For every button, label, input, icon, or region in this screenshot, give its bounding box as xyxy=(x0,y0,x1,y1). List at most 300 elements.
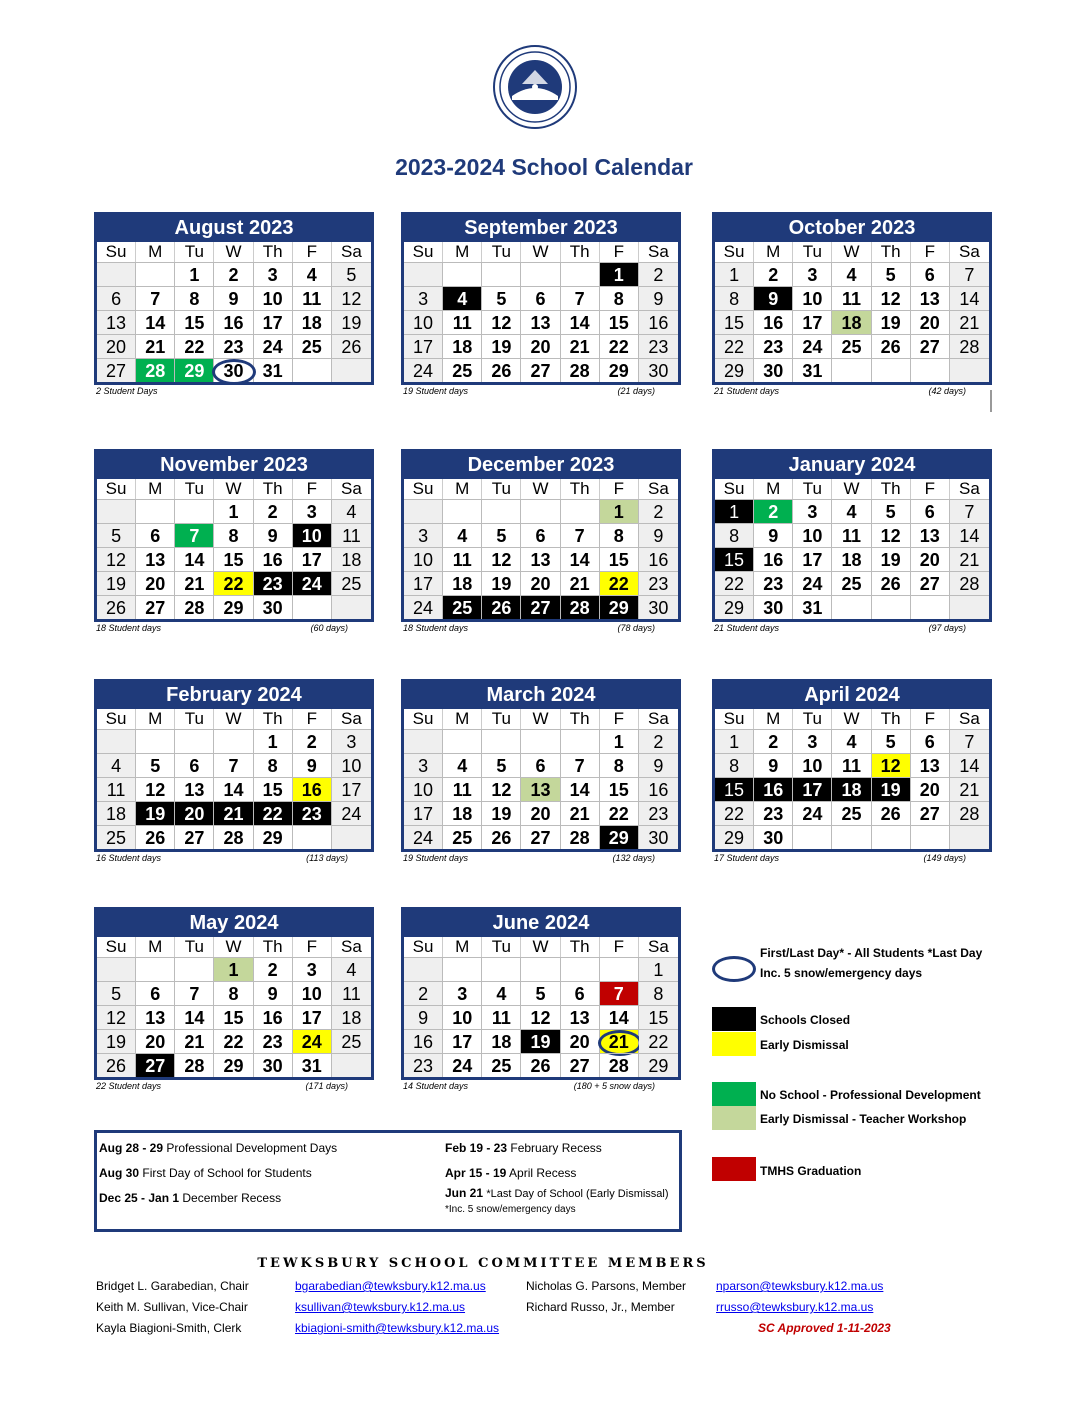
weekday-label: W xyxy=(832,242,871,262)
day-cell: 15 xyxy=(600,777,639,801)
legend-closed-swatch xyxy=(712,1007,756,1031)
day-cell: 4 xyxy=(97,753,136,777)
day-cell: 23 xyxy=(639,571,678,595)
day-cell: 23 xyxy=(214,334,253,358)
member-email-link[interactable]: nparson@tewksbury.k12.ma.us xyxy=(716,1279,884,1293)
day-cell: 12 xyxy=(521,1005,560,1029)
day-cell: 7 xyxy=(600,981,639,1005)
day-cell: 6 xyxy=(911,729,950,753)
day-cell: 29 xyxy=(715,825,754,849)
empty-day-cell xyxy=(832,595,871,619)
day-cell: 22 xyxy=(175,334,214,358)
weekday-label: F xyxy=(600,709,639,729)
empty-day-cell xyxy=(136,729,175,753)
day-cell: 7 xyxy=(214,753,253,777)
empty-day-cell xyxy=(482,957,521,981)
weekday-label: Tu xyxy=(175,709,214,729)
empty-day-cell xyxy=(293,595,332,619)
day-cell: 19 xyxy=(482,334,521,358)
weekday-label: M xyxy=(443,709,482,729)
day-cell: 18 xyxy=(443,571,482,595)
weekday-label: Th xyxy=(561,937,600,957)
empty-day-cell xyxy=(97,499,136,523)
day-cell: 14 xyxy=(561,777,600,801)
month-calendar xyxy=(401,449,681,636)
weekday-label: W xyxy=(214,709,253,729)
empty-day-cell xyxy=(332,825,371,849)
day-cell: 1 xyxy=(715,262,754,286)
member-email-link[interactable]: rrusso@tewksbury.k12.ma.us xyxy=(716,1300,874,1314)
town-seal xyxy=(492,44,578,130)
note-text: First Day of School for Students xyxy=(142,1166,312,1180)
month-title: August 2023 xyxy=(97,215,371,242)
month-title: April 2024 xyxy=(715,682,989,709)
weekday-header xyxy=(97,937,371,957)
day-cell: 7 xyxy=(136,286,175,310)
day-cell: 17 xyxy=(793,777,832,801)
day-cell: 5 xyxy=(872,262,911,286)
day-cell: 23 xyxy=(754,571,793,595)
day-cell: 25 xyxy=(443,358,482,382)
weekday-label: Su xyxy=(715,709,754,729)
note-date: Feb 19 - 23 xyxy=(445,1141,508,1155)
day-cell: 5 xyxy=(482,286,521,310)
empty-day-cell xyxy=(950,358,989,382)
day-cell: 13 xyxy=(175,777,214,801)
day-cell: 16 xyxy=(754,777,793,801)
empty-day-cell xyxy=(404,729,443,753)
cumulative-days-count: (42 days) xyxy=(928,386,966,396)
day-cell: 24 xyxy=(293,1029,332,1053)
student-days-count: 21 Student days xyxy=(714,386,780,396)
weekday-label: Th xyxy=(872,709,911,729)
day-cell: 4 xyxy=(832,499,871,523)
day-cell: 21 xyxy=(950,310,989,334)
day-cell: 8 xyxy=(214,981,253,1005)
day-cell: 29 xyxy=(600,825,639,849)
day-cell: 20 xyxy=(175,801,214,825)
day-cell: 2 xyxy=(254,957,293,981)
day-cell: 28 xyxy=(136,358,175,382)
day-grid xyxy=(404,729,678,849)
member-email-link[interactable]: kbiagioni-smith@tewksbury.k12.ma.us xyxy=(295,1321,500,1335)
weekday-label: Su xyxy=(404,242,443,262)
legend-early-label: Early Dismissal xyxy=(760,1038,849,1052)
month-table xyxy=(94,212,374,385)
day-cell: 12 xyxy=(97,1005,136,1029)
month-footer xyxy=(401,852,681,866)
day-cell: 28 xyxy=(561,595,600,619)
note-text: *Last Day of School (Early Dismissal) xyxy=(486,1188,669,1200)
legend-no-school-label: No School - Professional Development xyxy=(760,1088,981,1102)
day-cell: 23 xyxy=(404,1053,443,1077)
empty-day-cell xyxy=(136,957,175,981)
weekday-label: Th xyxy=(254,479,293,499)
day-cell: 3 xyxy=(404,286,443,310)
note-text: December Recess xyxy=(182,1191,282,1205)
day-cell: 3 xyxy=(293,957,332,981)
day-cell: 26 xyxy=(872,334,911,358)
day-cell: 22 xyxy=(639,1029,678,1053)
day-cell: 20 xyxy=(521,334,560,358)
month-table xyxy=(712,679,992,852)
day-cell: 6 xyxy=(521,523,560,547)
day-cell: 12 xyxy=(482,310,521,334)
weekday-label: Sa xyxy=(959,709,980,728)
day-cell: 23 xyxy=(639,334,678,358)
day-cell: 25 xyxy=(832,571,871,595)
empty-day-cell xyxy=(911,595,950,619)
day-cell: 8 xyxy=(254,753,293,777)
cumulative-days-count: (113 days) xyxy=(306,853,348,863)
day-grid xyxy=(97,957,371,1077)
weekday-label: F xyxy=(293,937,332,957)
empty-day-cell xyxy=(872,825,911,849)
day-cell: 17 xyxy=(793,547,832,571)
day-cell: 25 xyxy=(832,801,871,825)
weekday-label: Th xyxy=(561,242,600,262)
weekday-label: M xyxy=(443,242,482,262)
legend-no-school-swatch xyxy=(712,1082,756,1106)
day-cell: 9 xyxy=(639,286,678,310)
day-cell: 11 xyxy=(832,753,871,777)
notes-box xyxy=(94,1130,682,1232)
weekday-label: M xyxy=(136,937,175,957)
weekday-label: Su xyxy=(97,709,136,729)
day-cell: 3 xyxy=(404,753,443,777)
weekday-label: F xyxy=(600,479,639,499)
weekday-label: Sa xyxy=(648,479,669,498)
day-grid xyxy=(97,729,371,849)
day-cell: 18 xyxy=(293,310,332,334)
month-calendar xyxy=(401,907,681,1094)
empty-day-cell xyxy=(521,957,560,981)
empty-day-cell xyxy=(404,499,443,523)
day-cell: 18 xyxy=(832,310,871,334)
student-days-count: 18 Student days xyxy=(403,623,469,633)
day-cell: 25 xyxy=(332,1029,371,1053)
day-cell: 4 xyxy=(293,262,332,286)
member-email-link[interactable]: bgarabedian@tewksbury.k12.ma.us xyxy=(295,1279,486,1293)
day-cell: 17 xyxy=(254,310,293,334)
student-days-count: 19 Student days xyxy=(403,386,469,396)
empty-day-cell xyxy=(872,595,911,619)
day-cell: 27 xyxy=(561,1053,600,1077)
weekday-label: Th xyxy=(254,937,293,957)
day-cell: 2 xyxy=(754,262,793,286)
day-cell: 3 xyxy=(293,499,332,523)
day-cell: 10 xyxy=(254,286,293,310)
day-cell: 26 xyxy=(482,595,521,619)
day-cell: 27 xyxy=(911,801,950,825)
weekday-label: W xyxy=(521,709,560,729)
day-cell: 2 xyxy=(293,729,332,753)
weekday-label: M xyxy=(136,242,175,262)
empty-day-cell xyxy=(443,729,482,753)
weekday-header xyxy=(715,242,989,262)
day-cell: 19 xyxy=(482,801,521,825)
day-cell: 4 xyxy=(443,753,482,777)
month-calendar xyxy=(94,449,374,636)
month-calendar xyxy=(401,679,681,866)
day-cell: 6 xyxy=(97,286,136,310)
cumulative-days-count: (132 days) xyxy=(612,853,655,863)
day-cell: 22 xyxy=(600,334,639,358)
empty-day-cell xyxy=(293,358,332,382)
member-name: Keith M. Sullivan, Vice-Chair xyxy=(96,1300,248,1314)
note-date: Apr 15 - 19 xyxy=(445,1166,507,1180)
day-cell: 21 xyxy=(136,334,175,358)
empty-day-cell xyxy=(97,262,136,286)
month-table xyxy=(401,679,681,852)
day-cell: 24 xyxy=(404,358,443,382)
day-cell: 8 xyxy=(175,286,214,310)
month-footer xyxy=(94,622,374,636)
day-cell: 20 xyxy=(136,571,175,595)
day-grid xyxy=(97,499,371,619)
day-cell: 30 xyxy=(754,358,793,382)
day-grid xyxy=(715,499,989,619)
legend-graduation-label: TMHS Graduation xyxy=(760,1164,862,1178)
month-table xyxy=(712,212,992,385)
day-cell: 8 xyxy=(600,286,639,310)
month-footer xyxy=(401,1080,681,1094)
month-title: June 2024 xyxy=(404,910,678,937)
day-cell: 27 xyxy=(136,1053,175,1077)
month-table xyxy=(401,907,681,1080)
day-cell: 9 xyxy=(639,523,678,547)
weekday-header xyxy=(404,242,678,262)
student-days-count: 21 Student days xyxy=(714,623,780,633)
day-cell: 10 xyxy=(793,286,832,310)
weekday-label: W xyxy=(832,709,871,729)
day-cell: 25 xyxy=(832,334,871,358)
cumulative-days-count: (21 days) xyxy=(617,386,655,396)
day-cell: 27 xyxy=(175,825,214,849)
member-email-link[interactable]: ksullivan@tewksbury.k12.ma.us xyxy=(295,1300,466,1314)
weekday-label: M xyxy=(136,709,175,729)
day-cell: 29 xyxy=(600,595,639,619)
day-cell: 16 xyxy=(754,310,793,334)
day-cell: 7 xyxy=(561,753,600,777)
month-calendar xyxy=(712,679,992,866)
day-cell: 29 xyxy=(214,595,253,619)
day-cell: 5 xyxy=(872,729,911,753)
day-cell: 21 xyxy=(561,334,600,358)
empty-day-cell xyxy=(832,358,871,382)
weekday-label: Tu xyxy=(482,479,521,499)
member-name: Richard Russo, Jr., Member xyxy=(526,1300,675,1314)
empty-day-cell xyxy=(293,825,332,849)
day-cell: 9 xyxy=(293,753,332,777)
day-cell: 13 xyxy=(911,523,950,547)
day-cell: 25 xyxy=(482,1053,521,1077)
day-cell: 13 xyxy=(911,286,950,310)
day-cell: 29 xyxy=(254,825,293,849)
day-cell: 15 xyxy=(214,547,253,571)
day-cell: 27 xyxy=(911,571,950,595)
day-cell: 19 xyxy=(521,1029,560,1053)
day-cell: 9 xyxy=(754,523,793,547)
student-days-count: 2 Student Days xyxy=(96,386,158,396)
day-cell: 25 xyxy=(293,334,332,358)
day-cell: 6 xyxy=(136,523,175,547)
day-cell: 10 xyxy=(293,981,332,1005)
day-cell: 12 xyxy=(872,753,911,777)
day-cell: 20 xyxy=(136,1029,175,1053)
weekday-label: Tu xyxy=(793,479,832,499)
day-cell: 23 xyxy=(754,801,793,825)
approval-note: SC Approved 1-11-2023 xyxy=(758,1321,891,1335)
day-cell: 2 xyxy=(639,729,678,753)
day-cell: 7 xyxy=(950,262,989,286)
day-cell: 19 xyxy=(136,801,175,825)
day-cell: 6 xyxy=(911,499,950,523)
day-cell: 6 xyxy=(175,753,214,777)
empty-day-cell xyxy=(600,957,639,981)
weekday-label: Tu xyxy=(482,937,521,957)
day-cell: 13 xyxy=(521,310,560,334)
cumulative-days-count: (78 days) xyxy=(617,623,655,633)
student-days-count: 19 Student days xyxy=(403,853,469,863)
weekday-label: Su xyxy=(715,242,754,262)
first-last-day-oval-icon xyxy=(712,956,756,982)
day-cell: 28 xyxy=(950,571,989,595)
day-cell: 22 xyxy=(600,571,639,595)
day-cell: 27 xyxy=(521,825,560,849)
month-footer xyxy=(401,622,681,636)
day-cell: 21 xyxy=(950,777,989,801)
weekday-label: Su xyxy=(97,937,136,957)
weekday-label: F xyxy=(911,709,950,729)
day-cell: 1 xyxy=(214,499,253,523)
day-cell: 20 xyxy=(521,571,560,595)
day-cell: 23 xyxy=(293,801,332,825)
weekday-label: F xyxy=(600,242,639,262)
note-date: Jun 21 xyxy=(445,1186,484,1200)
day-cell: 9 xyxy=(639,753,678,777)
day-cell: 29 xyxy=(175,358,214,382)
empty-day-cell xyxy=(214,729,253,753)
day-cell: 29 xyxy=(715,358,754,382)
month-footer xyxy=(712,622,992,636)
month-title: May 2024 xyxy=(97,910,371,937)
day-cell: 24 xyxy=(332,801,371,825)
empty-day-cell xyxy=(561,262,600,286)
day-cell: 3 xyxy=(254,262,293,286)
day-cell: 10 xyxy=(332,753,371,777)
empty-day-cell xyxy=(872,358,911,382)
day-grid xyxy=(97,262,371,382)
day-cell: 13 xyxy=(136,1005,175,1029)
day-cell: 8 xyxy=(214,523,253,547)
day-cell: 15 xyxy=(600,310,639,334)
day-cell: 19 xyxy=(97,1029,136,1053)
day-cell: 22 xyxy=(254,801,293,825)
day-cell: 10 xyxy=(404,547,443,571)
day-cell: 18 xyxy=(332,547,371,571)
day-cell: 29 xyxy=(639,1053,678,1077)
empty-day-cell xyxy=(136,262,175,286)
weekday-label: F xyxy=(293,479,332,499)
day-cell: 8 xyxy=(715,753,754,777)
empty-day-cell xyxy=(443,957,482,981)
day-cell: 30 xyxy=(754,595,793,619)
month-calendar xyxy=(94,907,374,1094)
empty-day-cell xyxy=(950,825,989,849)
day-cell: 18 xyxy=(443,334,482,358)
member-name: Kayla Biagioni-Smith, Clerk xyxy=(96,1321,242,1335)
weekday-label: Tu xyxy=(793,709,832,729)
day-cell: 14 xyxy=(600,1005,639,1029)
day-cell: 1 xyxy=(600,262,639,286)
day-cell: 12 xyxy=(136,777,175,801)
month-footer xyxy=(712,385,992,399)
weekday-label: Tu xyxy=(175,242,214,262)
day-cell: 3 xyxy=(404,523,443,547)
day-cell: 3 xyxy=(793,729,832,753)
weekday-label: W xyxy=(214,937,253,957)
day-cell: 21 xyxy=(175,571,214,595)
empty-day-cell xyxy=(136,499,175,523)
day-cell: 7 xyxy=(950,729,989,753)
day-cell: 7 xyxy=(175,523,214,547)
day-cell: 26 xyxy=(482,825,521,849)
day-cell: 27 xyxy=(911,334,950,358)
day-cell: 22 xyxy=(214,571,253,595)
weekday-label: Sa xyxy=(648,709,669,728)
weekday-header xyxy=(715,479,989,499)
day-cell: 11 xyxy=(293,286,332,310)
day-cell: 8 xyxy=(639,981,678,1005)
day-cell: 11 xyxy=(97,777,136,801)
day-cell: 8 xyxy=(600,523,639,547)
day-cell: 22 xyxy=(715,801,754,825)
day-cell: 2 xyxy=(639,499,678,523)
day-cell: 2 xyxy=(639,262,678,286)
day-cell: 17 xyxy=(404,801,443,825)
day-cell: 17 xyxy=(443,1029,482,1053)
day-cell: 16 xyxy=(639,547,678,571)
day-cell: 16 xyxy=(639,777,678,801)
day-cell: 4 xyxy=(832,729,871,753)
day-cell: 9 xyxy=(254,523,293,547)
day-cell: 18 xyxy=(443,801,482,825)
cumulative-days-count: (60 days) xyxy=(310,623,348,633)
weekday-label: F xyxy=(600,937,639,957)
day-cell: 22 xyxy=(214,1029,253,1053)
day-cell: 9 xyxy=(254,981,293,1005)
day-cell: 8 xyxy=(715,523,754,547)
student-days-count: 16 Student days xyxy=(96,853,162,863)
empty-day-cell xyxy=(911,358,950,382)
day-cell: 29 xyxy=(715,595,754,619)
day-cell: 11 xyxy=(443,547,482,571)
weekday-label: Th xyxy=(561,709,600,729)
day-cell: 4 xyxy=(332,499,371,523)
day-cell: 18 xyxy=(482,1029,521,1053)
day-cell: 1 xyxy=(175,262,214,286)
note-date: Dec 25 - Jan 1 xyxy=(99,1191,180,1205)
day-cell: 12 xyxy=(872,286,911,310)
day-cell: 21 xyxy=(950,547,989,571)
day-cell: 10 xyxy=(293,523,332,547)
day-cell: 16 xyxy=(754,547,793,571)
weekday-label: Su xyxy=(404,479,443,499)
day-cell: 21 xyxy=(561,801,600,825)
day-cell: 2 xyxy=(214,262,253,286)
day-cell: 4 xyxy=(443,286,482,310)
